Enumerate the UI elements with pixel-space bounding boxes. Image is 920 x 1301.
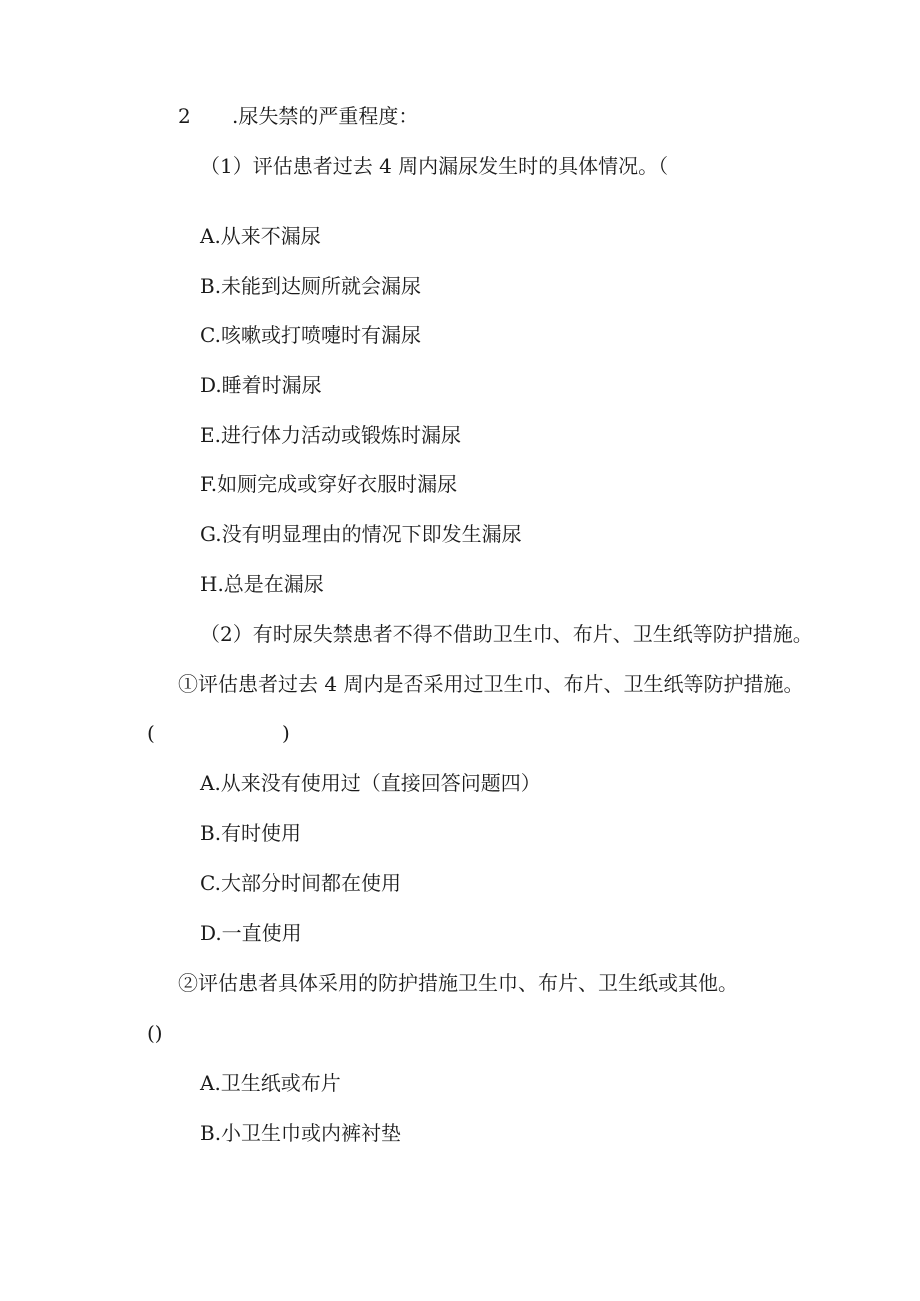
q1-option-c: C.咳嗽或打喷嚏时有漏尿: [200, 323, 421, 347]
question-1-prompt: （1）评估患者过去 4 周内漏尿发生时的具体情况。（: [200, 154, 669, 178]
q1-option-h: H.总是在漏尿: [200, 572, 324, 596]
q2-sub2-option-b: B.小卫生巾或内裤衬垫: [200, 1121, 402, 1145]
q1-option-g: G.没有明显理由的情况下即发生漏尿: [200, 522, 522, 546]
section-title: .尿失禁的严重程度：: [232, 104, 419, 128]
q2-sub1-option-c: C.大部分时间都在使用: [200, 871, 401, 895]
question-2-sub1-prompt: ①评估患者过去 4 周内是否采用过卫生巾、布片、卫生纸等防护措施。: [178, 672, 804, 696]
q1-option-b: B.未能到达厕所就会漏尿: [200, 274, 422, 298]
q1-option-a: A.从来不漏尿: [200, 224, 321, 248]
q2-sub1-option-a: A.从来没有使用过（直接回答问题四）: [200, 771, 541, 795]
question-2-intro: （2）有时尿失禁患者不得不借助卫生巾、布片、卫生纸等防护措施。: [200, 622, 813, 646]
q2-sub1-option-d: D.一直使用: [200, 921, 302, 945]
q1-option-d: D.睡着时漏尿: [200, 373, 322, 397]
section-number: 2: [178, 104, 191, 128]
q2-sub2-option-a: A.卫生纸或布片: [200, 1071, 341, 1095]
question-2-sub2-answer-blank: (): [147, 1021, 163, 1045]
question-2-sub1-answer-blank: ( ): [147, 721, 290, 745]
q1-option-f: F.如厕完成或穿好衣服时漏尿: [200, 472, 458, 496]
question-2-sub2-prompt: ②评估患者具体采用的防护措施卫生巾、布片、卫生纸或其他。: [178, 971, 738, 995]
q2-sub1-option-b: B.有时使用: [200, 821, 302, 845]
q1-option-e: E.进行体力活动或锻炼时漏尿: [200, 423, 461, 447]
